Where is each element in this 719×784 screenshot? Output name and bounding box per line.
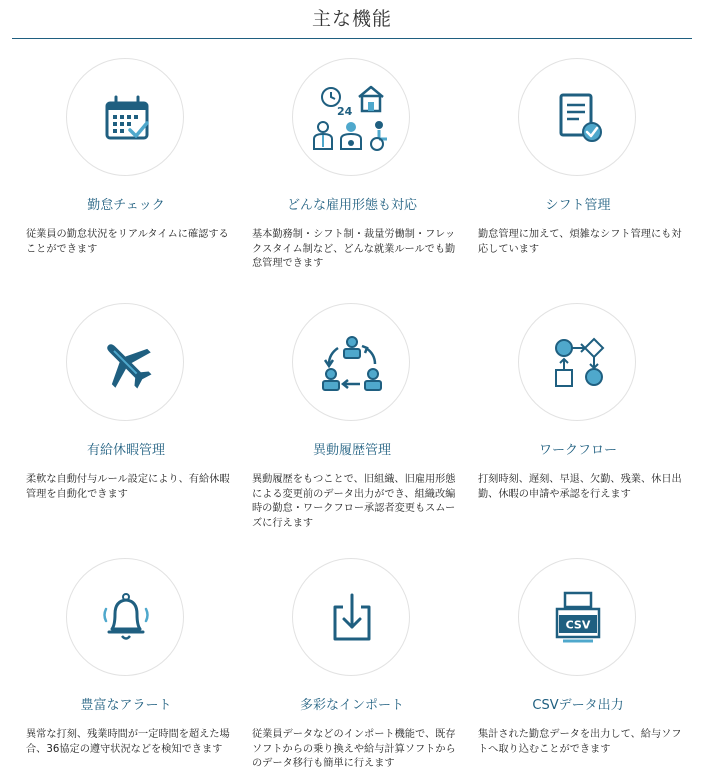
icon-circle xyxy=(292,303,410,421)
import-icon xyxy=(293,559,411,677)
feature-title: シフト管理 xyxy=(545,198,611,213)
feature-description: 従業員の勤怠状況をリアルタイムに確認することができます xyxy=(26,229,229,255)
feature-description: 基本勤務制・シフト制・裁量労働制・フレックスタイム制など、どんな就業ルールでも勤怠管理できます xyxy=(252,229,456,269)
feature-description: 柔軟な自動付与ルール設定により、有給休暇管理を自動化できます xyxy=(26,474,230,500)
csv-icon-label: CSV xyxy=(565,618,591,632)
feature-description: 異常な打刻、残業時間が一定時間を超えた場合、36協定の遵守状況などを検知できます xyxy=(26,729,230,755)
document-check-icon xyxy=(519,59,637,177)
icon-circle xyxy=(66,558,184,676)
workflow-icon xyxy=(519,304,637,422)
title-divider xyxy=(12,38,692,39)
icon-circle xyxy=(518,558,636,676)
bell-icon xyxy=(67,559,185,677)
page-title: 主な機能 xyxy=(311,8,392,30)
feature-description: 集計された勤怠データを出力して、給与ソフトへ取り込むことができます xyxy=(478,729,682,755)
icon-circle xyxy=(292,558,410,676)
feature-title: どんな雇用形態も対応 xyxy=(286,198,417,213)
icon-circle xyxy=(66,303,184,421)
icon-circle xyxy=(66,58,184,176)
feature-description: 従業員データなどのインポート機能で、既存ソフトからの乗り換えや給与計算ソフトからのデータ移行も簡単に行えます xyxy=(252,729,456,769)
calendar-check-icon xyxy=(67,59,185,177)
employment-types-icon xyxy=(293,59,411,177)
icon-circle xyxy=(518,303,636,421)
feature-title: 勤怠チェック xyxy=(87,198,165,213)
feature-description: 勤怠管理に加えて、煩雑なシフト管理にも対応しています xyxy=(478,229,682,255)
feature-title: 有給休暇管理 xyxy=(86,443,165,458)
feature-title: CSVデータ出力 xyxy=(532,698,624,713)
svg-text:24: 24 xyxy=(337,105,353,118)
csv-print-icon xyxy=(519,559,637,677)
airplane-icon xyxy=(67,304,185,422)
people-cycle-icon xyxy=(293,304,411,422)
feature-description: 異動履歴をもつことで、旧組織、旧雇用形態による変更前のデータ出力ができ、組織改編時の勤怠・ワークフロー承認者変更もスムーズに行えます xyxy=(252,474,456,529)
feature-title: 異動履歴管理 xyxy=(312,443,391,458)
feature-title: 多彩なインポート xyxy=(299,698,404,713)
icon-circle xyxy=(292,58,410,176)
feature-title: ワークフロー xyxy=(538,443,617,458)
feature-description: 打刻時刻、遅刻、早退、欠勤、残業、休日出勤、休暇の申請や承認を行えます xyxy=(478,474,682,500)
feature-title: 豊富なアラート xyxy=(80,698,172,713)
icon-circle xyxy=(518,58,636,176)
